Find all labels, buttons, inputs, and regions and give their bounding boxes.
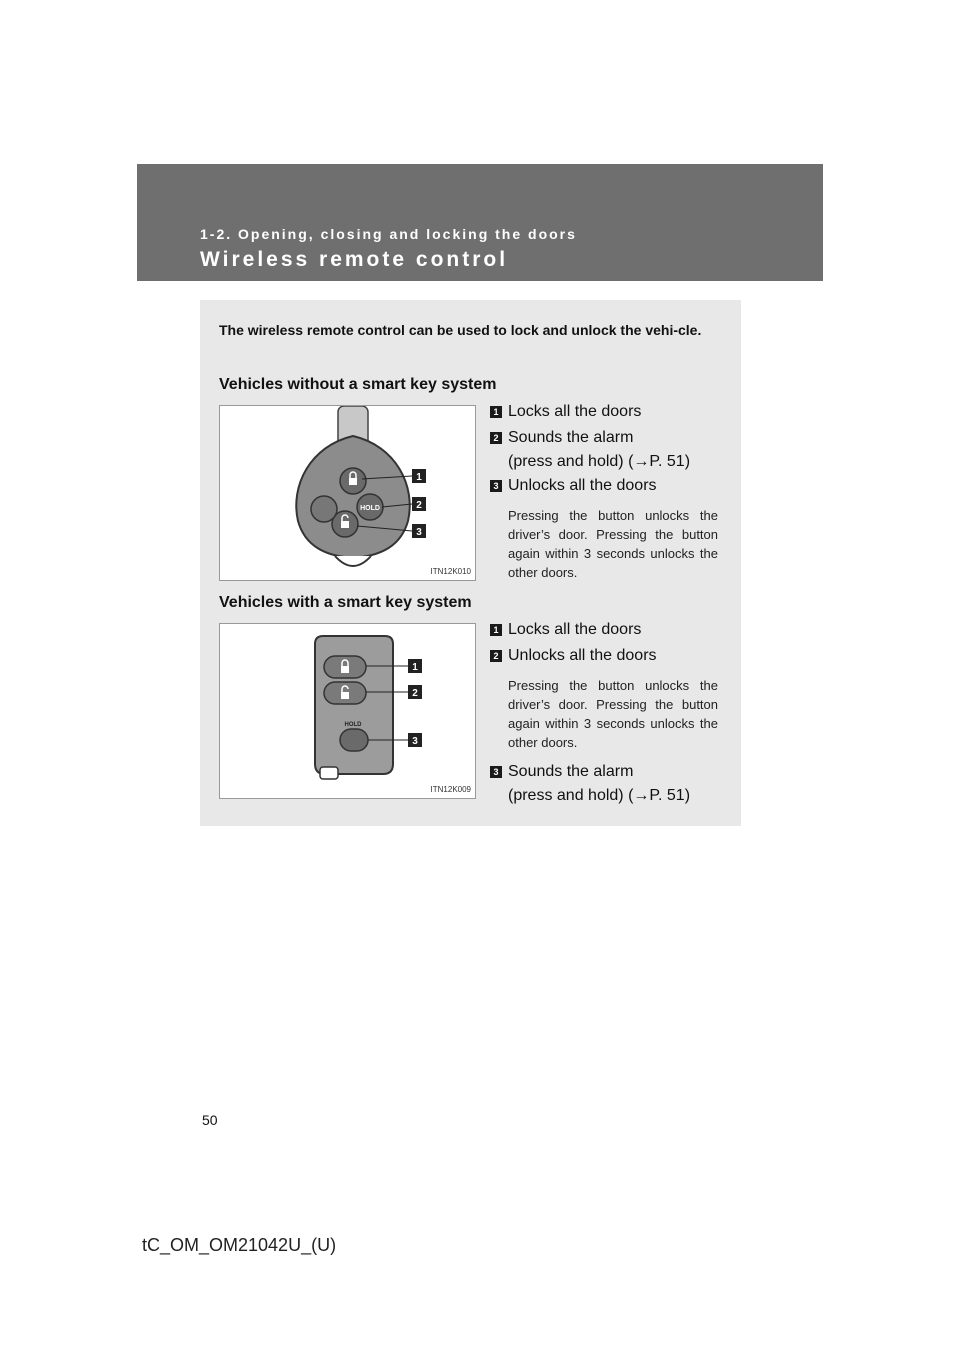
figure-code: ITN12K010 <box>430 567 471 576</box>
list-item <box>490 474 730 498</box>
section-heading-smart-key: Vehicles with a smart key system <box>219 594 472 611</box>
list-item <box>490 426 730 474</box>
number-badge: 3 <box>490 766 502 778</box>
fig2-callout-1: 1 <box>412 662 418 673</box>
page-number: 50 <box>202 1112 218 1128</box>
item-subtext: (press and hold) (→P. 51) <box>508 453 691 470</box>
list-item <box>490 644 730 668</box>
list-item <box>490 760 730 808</box>
note-text: Pressing the button unlocks the driver’s door. Pressing the button again within 3 seconds unlocks the other doors. <box>508 678 718 750</box>
intro-text: The wireless remote control can be used to lock and unlock the vehi-cle. <box>219 322 702 338</box>
section-label: 1-2. Opening, closing and locking the doors <box>200 226 577 242</box>
item-text: Unlocks all the doors <box>508 477 657 494</box>
item-text: Sounds the alarm <box>508 763 634 780</box>
note-text: Pressing the button unlocks the driver’s door. Pressing the button again within 3 seconds unlocks the other doors. <box>508 508 718 580</box>
item-text: Locks all the doors <box>508 621 642 638</box>
header-band <box>137 164 823 281</box>
number-badge: 2 <box>490 650 502 662</box>
number-badge: 1 <box>490 624 502 636</box>
list-item <box>490 618 730 642</box>
smart-key-illustration <box>220 624 475 798</box>
figure-key-fob <box>219 405 476 581</box>
number-badge: 1 <box>490 406 502 418</box>
list-item <box>490 400 730 424</box>
fig1-callout-2: 2 <box>416 500 422 511</box>
number-badge: 3 <box>490 480 502 492</box>
fig1-callout-3: 3 <box>416 527 422 538</box>
number-badge: 2 <box>490 432 502 444</box>
item-text: Unlocks all the doors <box>508 647 657 664</box>
content-box <box>200 300 741 826</box>
fig1-callout-1: 1 <box>416 472 422 483</box>
fig1-hold-label: HOLD <box>360 505 380 512</box>
figure-smart-key <box>219 623 476 799</box>
fig2-callout-2: 2 <box>412 688 418 699</box>
fig2-hold-label: HOLD <box>344 722 362 728</box>
page-title: Wireless remote control <box>200 248 509 271</box>
document-code: tC_OM_OM21042U_(U) <box>142 1235 337 1255</box>
figure-code: ITN12K009 <box>430 785 471 794</box>
fig2-callout-3: 3 <box>412 736 418 747</box>
item-text: Locks all the doors <box>508 403 642 420</box>
section-heading-no-smart-key: Vehicles without a smart key system <box>219 376 497 393</box>
item-subtext: (press and hold) (→P. 51) <box>508 787 691 804</box>
key-fob-illustration <box>220 406 475 580</box>
item-text: Sounds the alarm <box>508 429 634 446</box>
